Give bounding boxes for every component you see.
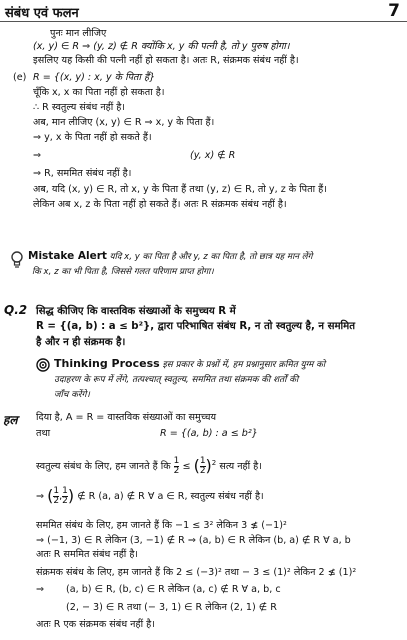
text-line: ∴ R स्वतुल्य संबंध नहीं है। bbox=[33, 102, 125, 113]
transitive-example: (2, − 3) ∈ R तथा (− 3, 1) ∈ R लेकिन (2, 1) ∉ R bbox=[66, 602, 277, 613]
header-divider bbox=[0, 21, 407, 22]
symmetric-implication: ⇒ (−1, 3) ∈ R लेकिन (3, −1) ∉ R ⇒ (a, b) ∈ R लेकिन (b, a) ∉ R ∀ a, b bbox=[36, 535, 351, 546]
reflexive-check: स्वतुल्य संबंध के लिए, हम जानते हैं कि $\frac{1}{2}$ ≤ ( $\frac{1}{2}$ )$^2$ सत्य नहीं है। bbox=[36, 455, 262, 476]
chapter-title: संबंध एवं फलन bbox=[5, 6, 79, 21]
implies-symbol: ⇒ bbox=[33, 150, 42, 161]
mistake-alert-title: Mistake Alert bbox=[28, 250, 107, 262]
transitive-conclusion: अतः R एक संक्रमक संबंध नहीं है। bbox=[36, 619, 155, 630]
symmetric-conclusion: अतः R सममित संबंध नहीं है। bbox=[36, 549, 139, 560]
fraction: $\frac{1}{2}$ bbox=[62, 485, 68, 506]
text-line: अब, यदि (x, y) ∈ R, तो x, y के पिता हैं तथा (y, z) ∈ R, तो y, z के पिता हैं। bbox=[33, 184, 327, 195]
text-line: ⇒ y, x के पिता नहीं हो सकते हैं। bbox=[33, 132, 152, 143]
page-number: 7 bbox=[388, 1, 400, 21]
part-label: (e) bbox=[13, 72, 27, 83]
relation-definition: R = {(x, y) : x, y के पिता हैं} bbox=[33, 72, 156, 83]
mistake-alert-text: यदि x, y का पिता है और y, z का पिता है, तो छात्र यह मान लेंगे bbox=[109, 252, 313, 262]
thinking-process-line2: उदाहरण के रूप में लेंगे, तत्पश्चात् स्वतुल्य, सममित तथा संक्रमक की शर्तों की bbox=[54, 375, 299, 385]
fraction: $\frac{1}{2}$ bbox=[173, 455, 180, 476]
symmetric-check: सममित संबंध के लिए, हम जानते हैं कि −1 ≤ 3² लेकिन 3 ≰ (−1)² bbox=[36, 520, 287, 531]
text-line: लेकिन अब x, z के पिता नहीं हो सकते हैं। अतः R संक्रमक संबंध नहीं है। bbox=[33, 199, 287, 210]
implies-symbol: ⇒ bbox=[36, 584, 45, 595]
question-number: Q.2 bbox=[4, 303, 28, 317]
question-text: R = {(a, b) : a ≤ b²}, द्वारा परिभाषित संबंध R, न तो स्वतुल्य है, न सममित bbox=[36, 321, 356, 332]
transitive-check: संक्रमक संबंध के लिए, हम जानते हैं कि 2 ≤ (−3)² तथा − 3 ≤ (1)² लेकिन 2 ≰ (1)² bbox=[36, 567, 357, 578]
implies-symbol: ⇒ bbox=[36, 491, 45, 502]
solution-given: दिया है, A = R = वास्तविक संख्याओं का समुच्चय bbox=[36, 412, 217, 423]
reflexive-conclusion-text: ∉ R (a, a) ∉ R ∀ a ∈ R, स्वतुल्य संबंध नहीं है। bbox=[77, 491, 264, 502]
thinking-process-text: इस प्रकार के प्रश्नों में, हम प्रश्नानुसार क्रमित युग्म को bbox=[162, 360, 326, 370]
relation-set: R = {(a, b) : a ≤ b²} bbox=[160, 428, 258, 439]
fraction: $\frac{1}{2}$ bbox=[53, 485, 60, 506]
reflexive-text: स्वतुल्य संबंध के लिए, हम जानते हैं कि bbox=[36, 461, 171, 473]
thinking-process-title: Thinking Process bbox=[54, 357, 160, 370]
thinking-process-line3: जाँच करेंगे। bbox=[54, 390, 90, 400]
thinking-process-line1 bbox=[54, 358, 325, 371]
solution-label: हल bbox=[3, 413, 18, 427]
reflexive-conclusion: ⇒ ( $\frac{1}{2}$ , $\frac{1}{2}$ ) ∉ R (a, a) ∉ R ∀ a ∈ R, स्वतुल्य संबंध नहीं है। bbox=[36, 485, 264, 506]
math-expression: (y, x) ∉ R bbox=[190, 150, 236, 161]
text-line: (x, y) ∈ R ⇒ (y, z) ∉ R क्योंकि x, y की पत्नी है, तो y पुरुष होगा। bbox=[33, 41, 290, 52]
mistake-alert-line2: कि x, z का भी पिता है, जिससे गलत परिणाम प्राप्त होगा। bbox=[32, 267, 214, 277]
text-line: ⇒ R, सममित संबंध नहीं है। bbox=[33, 168, 132, 179]
le-symbol: ≤ bbox=[182, 461, 191, 473]
text-line: चूँकि x, x का पिता नहीं हो सकता है। bbox=[33, 87, 165, 98]
text-line: पुनः मान लीजिए bbox=[50, 28, 107, 39]
target-icon bbox=[36, 358, 50, 372]
fraction: $\frac{1}{2}$ bbox=[199, 455, 206, 476]
question-text: है और न ही संक्रमक है। bbox=[36, 337, 126, 348]
text-line: अब, मान लीजिए (x, y) ∈ R ⇒ x, y के पिता हैं। bbox=[33, 117, 215, 128]
tatha-label: तथा bbox=[36, 428, 51, 439]
mistake-alert-line1 bbox=[28, 250, 312, 263]
reflexive-result: सत्य नहीं है। bbox=[219, 461, 262, 473]
lightbulb-icon bbox=[10, 251, 24, 269]
transitive-implication: (a, b) ∈ R, (b, c) ∈ R लेकिन (a, c) ∉ R ∀ a, b, c bbox=[66, 584, 281, 595]
question-text: सिद्ध कीजिए कि वास्तविक संख्याओं के समुच्चय R में bbox=[36, 306, 236, 317]
text-line: इसलिए यह किसी की पत्नी नहीं हो सकता है। अतः R, संक्रमक संबंध नहीं है। bbox=[33, 55, 299, 66]
